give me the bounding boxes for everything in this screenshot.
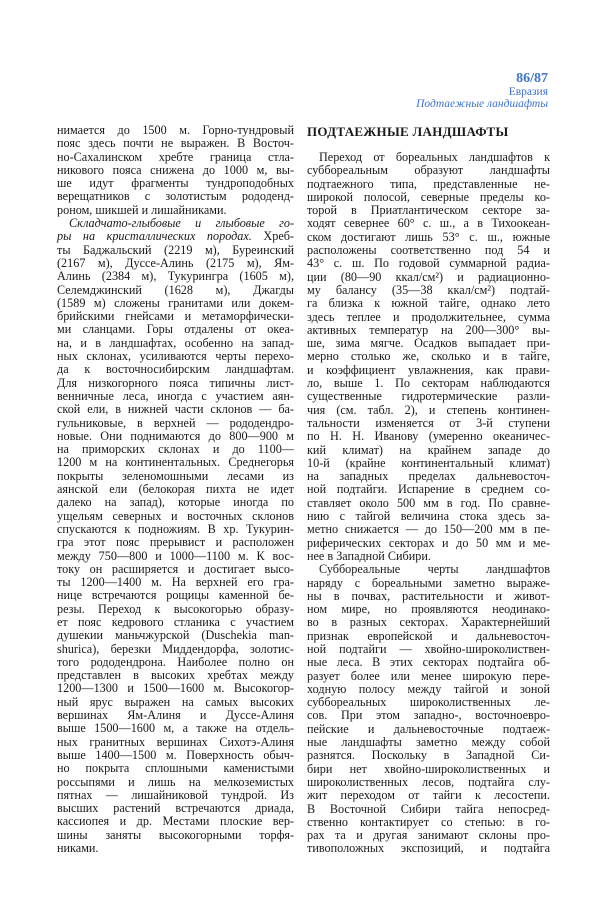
text-line: суббореальных широколиственных ле- <box>307 695 550 710</box>
text-line: на западных пределах дальневосточ- <box>307 469 550 484</box>
text-line: душекии маньчжурской (Duschekia man- <box>57 628 294 643</box>
text-line: тивоположных экспозиций, и подтайга <box>307 841 550 856</box>
text-line: и коэффициент увлажнения, как прави- <box>307 362 550 377</box>
text-line: кассиопея и др. Местами плоские вер- <box>57 814 294 829</box>
text-line: на приморских склонах и до 1100— <box>57 442 294 457</box>
left-column <box>57 124 294 855</box>
text-line: Селемджинский (1628 м), Джагды <box>57 282 294 297</box>
text-run: Хреб- <box>251 229 294 244</box>
text-line: широкой полосой, северные пределы ко- <box>307 189 550 204</box>
text-line: ло, выше 1. По секторам наблюдаются <box>307 376 550 391</box>
text-line: му балансу (35—38 ккал/см²) подтай- <box>307 282 550 297</box>
paragraph <box>57 217 294 855</box>
text-line: на, и в ландшафтах, особенно на запад- <box>57 335 294 350</box>
text-line: пейские и дальневосточные подтаеж- <box>307 721 550 736</box>
text-line: ской ели, в нижней части склонов — ба- <box>57 402 294 417</box>
text-line: ной подтайги. Испарение в среднем со- <box>307 482 550 497</box>
text-line: существенные гидротермические разли- <box>307 389 550 404</box>
text-line: признак европейской и дальневосточ- <box>307 628 550 643</box>
text-line: Суббореальные черты ландшафтов <box>319 562 550 577</box>
text-line: во в разных секторах. Характернейший <box>307 615 550 630</box>
text-line: ной подтайги — хвойно-широколиствен- <box>307 641 550 656</box>
text-line: ставляет около 500 мм в год. По сравне- <box>307 495 550 510</box>
text-line: ше идут фрагменты тундроподобных <box>57 176 294 191</box>
text-line: жит переходом от тайги к лесостепи. <box>307 788 550 803</box>
text-line: новые. Они поднимаются до 800—900 м <box>57 428 294 443</box>
text-line: да к восточносибирским ландшафтам. <box>57 362 294 377</box>
text-line: ты 1200—1400 м. На верхней его гра- <box>57 575 294 590</box>
text-line: наряду с бореальными заметно выраже- <box>307 575 550 590</box>
text-line: далеко на запад), которые иногда по <box>57 495 294 510</box>
italic-subheading: ры на кристаллических породах. <box>57 229 252 244</box>
text-line: 10-й (крайне континентальный климат) <box>307 455 550 470</box>
text-line: ском достигают лишь 53° с. ш., южные <box>307 229 550 244</box>
text-line: ми сланцами. Горы отдалены от океа- <box>57 322 294 337</box>
text-line: кий климат) на крайнем западе до <box>307 442 550 457</box>
text-line: нию с тайгой величина стока здесь за- <box>307 509 550 524</box>
text-line: бири нет хвойно-широколиственных и <box>307 761 550 776</box>
text-line: широколиственных лесов, подтайга слу- <box>307 774 550 789</box>
text-line: аянской ели (белокорая пихта не идет <box>57 482 294 497</box>
subsection-title: Подтаежные ландшафты <box>416 98 548 110</box>
text-line: ет пояс кедрового стланика с участием <box>57 614 294 629</box>
text-line: Алинь (2384 м), Тукурингра (1605 м), <box>57 269 294 284</box>
text-line: метно снижается — до 150—200 мм в пе- <box>307 522 550 537</box>
text-line: гра этот пояс прерывист и расположен <box>57 535 294 550</box>
text-line: резы. Переход к высокогорью образу- <box>57 601 294 616</box>
text-line: представлен в высоких хребтах между <box>57 668 294 683</box>
text-line: никами. <box>57 841 99 856</box>
page-numbers: 86/87 <box>516 71 548 86</box>
text-line: шины заняты высокогорными торфя- <box>57 827 294 842</box>
text-line: нимается до 1500 м. Горно-тундровый <box>57 123 294 137</box>
text-line: но-Сахалинском хребте граница стла- <box>57 149 294 164</box>
text-line: ходят севернее 60° с. ш., а в Тихоокеан- <box>307 216 550 231</box>
text-line: здесь теплее и продолжительнее, сумма <box>307 309 550 324</box>
text-line: роном, шикшей и лишайниками. <box>57 202 227 217</box>
text-line: нице встречаются рощицы каменной бе- <box>57 588 294 603</box>
text-line: 1200—1300 и 1500—1600 м. Высокогор- <box>57 681 294 696</box>
text-line: ных склонах, усиливаются черты перехо- <box>57 349 294 364</box>
section-title: Евразия <box>508 86 548 98</box>
text-line: чия (см. табл. 2), и степень континен- <box>307 402 550 417</box>
text-line: россыпями и лишь на мелкоземистых <box>57 774 294 789</box>
text-line: никового пояса снижена до 1000 м, вы- <box>57 162 294 177</box>
paragraph <box>307 563 550 856</box>
text-line: ных гранитных вершинах Сихотэ-Алиня <box>57 734 294 749</box>
text-line: ные леса. В этих секторах подтайга об- <box>307 655 550 670</box>
text-line: ном мире, но проявляются неодинако- <box>307 602 550 617</box>
text-line: рах та и другая занимают склоны про- <box>307 828 550 843</box>
text-line <box>57 230 294 243</box>
paragraph <box>57 124 294 217</box>
text-line: того рододендрона. Наиболее полно он <box>57 654 294 669</box>
text-line: В Восточной Сибири тайга непосред- <box>307 801 550 816</box>
text-line: shurica), березки Миддендорфа, золотис- <box>57 641 294 656</box>
text-line: ны в почвах, растительности и живот- <box>307 588 550 603</box>
text-line: суббореальным образуют ландшафты <box>307 163 550 178</box>
text-line: ходную полосу между тайгой и зоной <box>307 681 550 696</box>
text-line: но покрыта сплошными каменистыми <box>57 761 294 776</box>
text-line: активных температур на 200—300° вы- <box>307 322 550 337</box>
text-line: по Н. Н. Иванову (умеренно океаничес- <box>307 429 550 444</box>
text-line: мерно столько же, сколько и в тайге, <box>307 349 550 364</box>
text-line: пятнах — лишайниковой тундрой. Из <box>57 787 294 802</box>
text-line: (1589 м) сложены гранитами или докем- <box>57 295 294 310</box>
running-head <box>416 71 548 110</box>
text-line: ные ландшафты заметно между собой <box>307 735 550 750</box>
text-line: пояс здесь почти не выражен. В Восточ- <box>57 136 294 151</box>
text-line: выше 1500—1600 м, а также на отдель- <box>57 721 294 736</box>
text-line: ции (80—90 ккал/см²) и радиационно- <box>307 269 550 284</box>
text-line: выше 1400—1500 м. Поверхность обыч- <box>57 747 294 762</box>
text-line: ты Баджальский (2219 м), Буреинский <box>57 242 294 257</box>
section-heading: ПОДТАЕЖНЫЕ ЛАНДШАФТЫ <box>307 124 509 139</box>
text-line: риферических секторах и до 50 мм и ме- <box>307 535 550 550</box>
text-line: нее в Западной Сибири. <box>307 548 431 563</box>
text-line: подтаежного типа, представленные не- <box>307 176 550 191</box>
text-line: торой в Приатлантическом секторе за- <box>307 203 550 218</box>
text-line: Для низкогорного пояса типичны лист- <box>57 375 294 390</box>
text-line: (2167 м), Дуссе-Алинь (2175 м), Ям- <box>57 255 294 270</box>
text-line: вершинах Ям-Алиня и Дуссе-Алиня <box>57 708 294 723</box>
text-line: разнятся. Поскольку в Западной Си- <box>307 748 550 763</box>
text-line: га близка к южной тайге, однако лето <box>307 296 550 311</box>
text-line: тальности изменяется от 3-й ступени <box>307 415 550 430</box>
text-line: верещатников с золотистым рододенд- <box>57 189 294 204</box>
text-line <box>57 217 294 230</box>
text-line: 1200 м на континентальных. Среднегорья <box>57 455 294 470</box>
italic-subheading: Складчато-глыбовые и глыбовые го- <box>69 216 294 231</box>
text-line: ущельям северных и восточных склонов <box>57 508 294 523</box>
text-line: ный ярус выражен на самых высоких <box>57 694 294 709</box>
text-line: Переход от бореальных ландшафтов к <box>319 150 550 164</box>
text-line: брийскими гнейсами и метаморфически- <box>57 309 294 324</box>
text-line: покрыты зеленомошными лесами из <box>57 468 294 483</box>
right-column <box>307 124 550 856</box>
text-line: току он расширяется и достигает высо- <box>57 561 294 576</box>
text-line: расположены соответственно под 54 и <box>307 243 550 258</box>
text-line: сов. При этом западно-, восточноевро- <box>307 708 550 723</box>
text-line: ственно контактирует со степью: в го- <box>307 814 550 829</box>
text-line: высших растений встречаются дриада, <box>57 801 294 816</box>
text-line: разует более или менее широкую пере- <box>307 668 550 683</box>
text-line: 43° с. ш. По годовой суммарной радиа- <box>307 256 550 271</box>
text-line: венничные леса, иногда с участием аян- <box>57 388 294 403</box>
text-line: спускаются к подножиям. В хр. Тукурин- <box>57 521 294 536</box>
text-line: гульниковые, в верхней — рододендро- <box>57 415 294 430</box>
text-line: между 750—800 и 1000—1100 м. К вос- <box>57 548 294 563</box>
paragraph <box>307 151 550 563</box>
text-line: ше, зима мягче. Осадков выпадает при- <box>307 336 550 351</box>
